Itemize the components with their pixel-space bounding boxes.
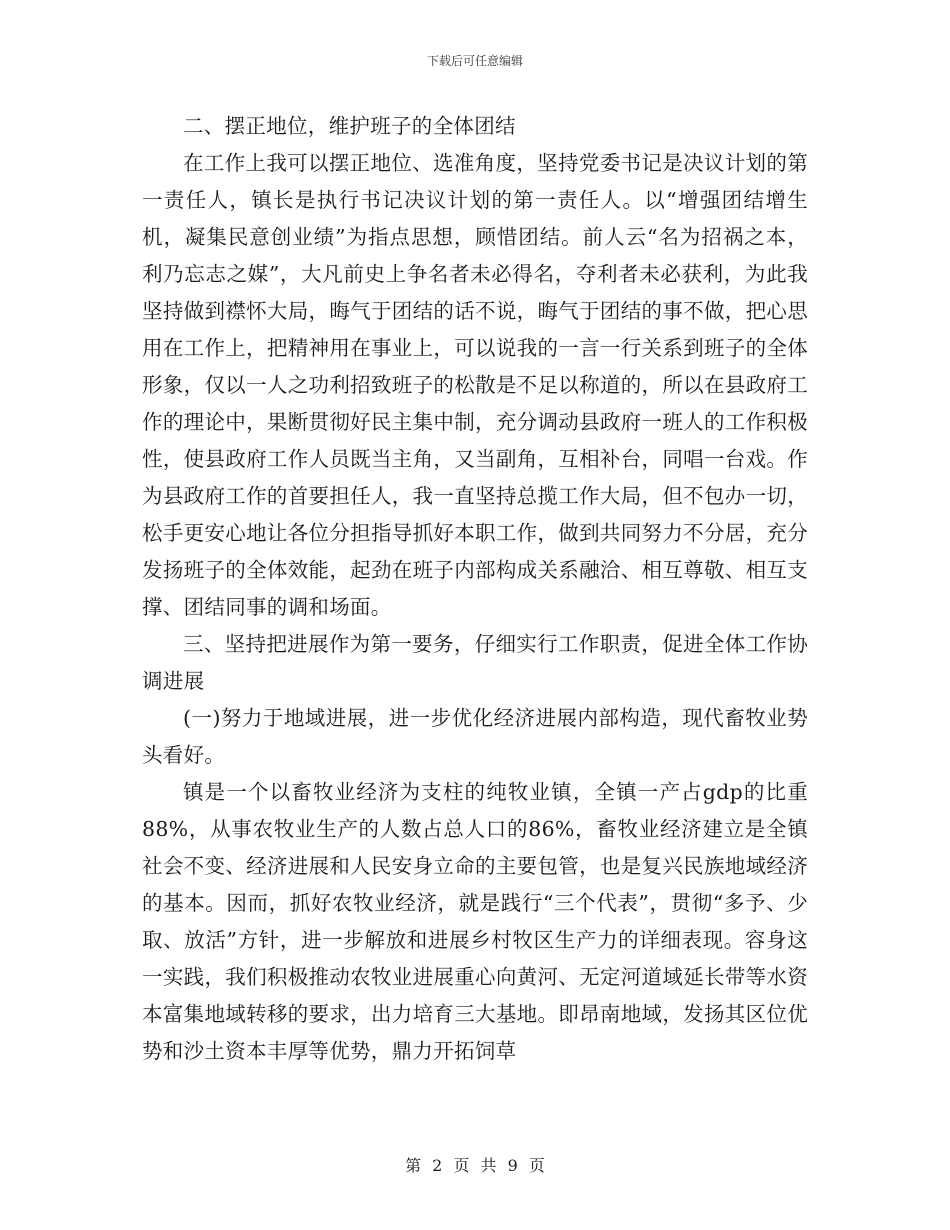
section-heading-two: 二、摆正地位，维护班子的全体团结	[183, 114, 516, 138]
subsection-heading-one: (一)努力于地域进展，进一步优化经济进展内部构造，现代畜牧业势头看好。	[142, 706, 808, 767]
document-body	[142, 108, 808, 1070]
page-header: 下载后可任意编辑	[426, 54, 523, 68]
page-footer: 第 2 页 共 9 页	[405, 1156, 545, 1175]
section-heading-three: 三、坚持把进展作为第一要务，仔细实行工作职责，促进全体工作协调进展	[142, 632, 808, 693]
body-paragraph: 在工作上我可以摆正地位、选准角度，坚持党委书记是决议计划的第一责任人，镇长是执行书记决议计划的第一责任人。以“增强团结增生机，凝集民意创业绩”为指点思想，顾惜团结。前人云“名为招祸之本，利乃忘志之媒”，大凡前史上争名者未必得名，夺利者未必获利，为此我坚持做到襟怀大局，晦气于团结的话不说，晦气于团结的事不做，把心思用在工作上，把精神用在事业上，可以说我的一言一行关系到班子的全体形象，仅以一人之功利招致班子的松散是不足以称道的，所以在县政府工作的理论中，果断贯彻好民主集中制，充分调动县政府一班人的工作积极性，使县政府工作人员既当主角，又当副角，互相补台，同唱一台戏。作为县政府工作的首要担任人，我一直坚持总揽工作大局，但不包办一切，松手更安心地让各位分担指导抓好本职工作，做到共同努力不分居，充分发扬班子的全体效能，起劲在班子内部构成关系融洽、相互尊敬、相互支撑、团结同事的调和场面。	[142, 151, 808, 619]
body-paragraph: 镇是一个以畜牧业经济为支柱的纯牧业镇，全镇一产占gdp的比重88%，从事农牧业生产的人数占总人口的86%，畜牧业经济建立是全镇社会不变、经济进展和人民安身立命的主要包管，也是复兴民族地域经济的基本。因而，抓好农牧业经济，就是践行“三个代表”，贯彻“多予、少取、放活”方针，进一步解放和进展乡村牧区生产力的详细表现。容身这一实践，我们积极推动农牧业进展重心向黄河、无定河道域延长带等水资本富集地域转移的要求，出力培育三大基地。即昂南地域，发扬其区位优势和沙土资本丰厚等优势，鼎力开拓饲草	[142, 780, 808, 1063]
